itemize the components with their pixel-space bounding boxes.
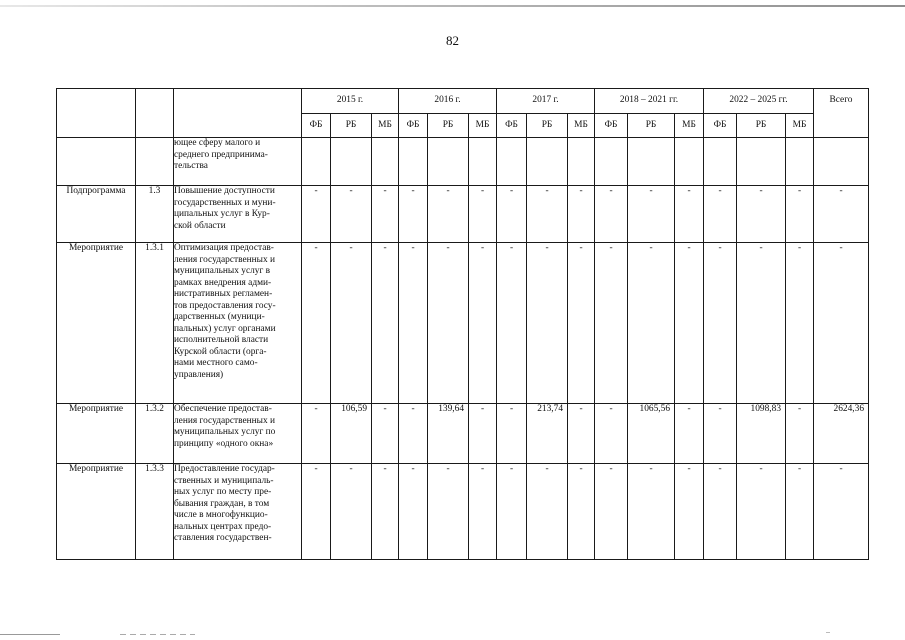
value-cell: -	[704, 186, 737, 243]
value-cell: -	[737, 186, 786, 243]
value-cell: 1065,56	[628, 404, 675, 464]
year-header: 2022 – 2025 гг.	[704, 89, 814, 114]
row-name-text: Оптимизация предостав- ления государственных и муниципальных услуг в рамках внедрения адми- нистративных регламен- тов предоставления госу- дарственных (муници- пальных) услуг органами исполнительной власти Курской области (орга- нами местного само- управления)	[174, 243, 276, 380]
value-cell: -	[331, 464, 372, 560]
mb-header: МБ	[786, 114, 814, 138]
value-cell: -	[302, 243, 331, 404]
fb-header: ФБ	[302, 114, 331, 138]
row-name-text: ющее сферу малого и среднего предпринима- тельства	[174, 138, 268, 171]
row-name	[174, 186, 302, 243]
value-cell	[675, 138, 704, 186]
year-header: 2015 г.	[302, 89, 399, 114]
value-cell: -	[675, 243, 704, 404]
value-cell	[527, 138, 568, 186]
table-body	[57, 138, 869, 560]
value-cell	[399, 138, 428, 186]
scan-edge-bottom-dashed	[120, 634, 195, 635]
fb-header: ФБ	[399, 114, 428, 138]
value-cell: 106,59	[331, 404, 372, 464]
table-row	[57, 243, 869, 404]
value-cell: 2624,36	[814, 404, 869, 464]
budget-table	[56, 88, 869, 560]
mb-header: МБ	[675, 114, 704, 138]
mb-header: МБ	[469, 114, 497, 138]
row-name-text: Обеспечение предостав- ления государственных и муниципальных услуг по принципу «одного окна»	[174, 404, 276, 449]
header-code-cell	[136, 89, 174, 138]
mb-header: МБ	[372, 114, 399, 138]
table-row	[57, 464, 869, 560]
value-cell: -	[704, 243, 737, 404]
header-name-cell	[174, 89, 302, 138]
header-kind-cell	[57, 89, 136, 138]
value-cell: -	[428, 186, 469, 243]
value-cell: -	[428, 243, 469, 404]
table-row	[57, 138, 869, 186]
value-cell: -	[628, 464, 675, 560]
value-cell: -	[527, 464, 568, 560]
value-cell: -	[814, 243, 869, 404]
value-cell: -	[595, 404, 628, 464]
row-kind: Мероприятие	[57, 243, 136, 404]
year-header: 2017 г.	[497, 89, 595, 114]
row-name	[174, 404, 302, 464]
value-cell: -	[786, 404, 814, 464]
value-cell: -	[399, 186, 428, 243]
year-header: 2018 – 2021 гг.	[595, 89, 704, 114]
value-cell	[595, 138, 628, 186]
value-cell: -	[399, 464, 428, 560]
value-cell: -	[568, 186, 595, 243]
value-cell	[302, 138, 331, 186]
page-number: 82	[446, 33, 459, 48]
row-kind: Подпрограмма	[57, 186, 136, 243]
value-cell	[786, 138, 814, 186]
value-cell: -	[469, 464, 497, 560]
rb-header: РБ	[527, 114, 568, 138]
row-kind	[57, 138, 136, 186]
year-header-row	[57, 89, 869, 114]
value-cell: -	[737, 243, 786, 404]
row-kind: Мероприятие	[57, 464, 136, 560]
rb-header: РБ	[428, 114, 469, 138]
value-cell: -	[704, 404, 737, 464]
value-cell: -	[331, 186, 372, 243]
rb-header: РБ	[737, 114, 786, 138]
value-cell: -	[527, 186, 568, 243]
value-cell	[469, 138, 497, 186]
total-header: Всего	[814, 89, 869, 138]
value-cell: -	[786, 464, 814, 560]
value-cell: -	[469, 404, 497, 464]
value-cell	[628, 138, 675, 186]
table-row	[57, 186, 869, 243]
value-cell: -	[428, 464, 469, 560]
value-cell	[428, 138, 469, 186]
fb-header: ФБ	[497, 114, 527, 138]
row-name	[174, 243, 302, 404]
value-cell: -	[628, 186, 675, 243]
row-code: 1.3	[136, 186, 174, 243]
value-cell: 139,64	[428, 404, 469, 464]
value-cell: -	[568, 243, 595, 404]
value-cell: -	[568, 404, 595, 464]
scan-edge-top	[0, 5, 905, 7]
row-kind: Мероприятие	[57, 404, 136, 464]
value-cell	[814, 138, 869, 186]
value-cell: -	[497, 464, 527, 560]
value-cell: -	[814, 464, 869, 560]
value-cell: -	[302, 464, 331, 560]
rb-header: РБ	[628, 114, 675, 138]
value-cell: -	[628, 243, 675, 404]
scan-speck	[826, 632, 830, 633]
mb-header: МБ	[568, 114, 595, 138]
row-code	[136, 138, 174, 186]
value-cell: -	[595, 186, 628, 243]
row-name	[174, 138, 302, 186]
value-cell: -	[372, 243, 399, 404]
value-cell: -	[399, 243, 428, 404]
value-cell: 1098,83	[737, 404, 786, 464]
value-cell: -	[595, 464, 628, 560]
value-cell	[568, 138, 595, 186]
row-code: 1.3.3	[136, 464, 174, 560]
row-name	[174, 464, 302, 560]
value-cell: -	[786, 186, 814, 243]
fb-header: ФБ	[595, 114, 628, 138]
value-cell	[737, 138, 786, 186]
value-cell: -	[737, 464, 786, 560]
value-cell: -	[372, 404, 399, 464]
value-cell: -	[595, 243, 628, 404]
value-cell: -	[302, 404, 331, 464]
value-cell	[331, 138, 372, 186]
year-header: 2016 г.	[399, 89, 497, 114]
value-cell: -	[469, 186, 497, 243]
row-code: 1.3.1	[136, 243, 174, 404]
value-cell	[497, 138, 527, 186]
value-cell: -	[675, 404, 704, 464]
value-cell: -	[786, 243, 814, 404]
value-cell: -	[497, 186, 527, 243]
value-cell: -	[675, 464, 704, 560]
value-cell: -	[814, 186, 869, 243]
row-code: 1.3.2	[136, 404, 174, 464]
value-cell	[372, 138, 399, 186]
scan-edge-bottom	[0, 634, 60, 635]
table-row	[57, 404, 869, 464]
value-cell: -	[568, 464, 595, 560]
value-cell	[704, 138, 737, 186]
row-name-text: Повышение доступности государственных и муни- ципальных услуг в Кур- ской области	[174, 186, 276, 231]
value-cell: -	[331, 243, 372, 404]
value-cell: -	[675, 186, 704, 243]
value-cell: 213,74	[527, 404, 568, 464]
value-cell: -	[527, 243, 568, 404]
value-cell: -	[399, 404, 428, 464]
value-cell: -	[469, 243, 497, 404]
fb-header: ФБ	[704, 114, 737, 138]
row-name-text: Предоставление государ- ственных и муниципаль- ных услуг по месту пре- бывания граждан, в том числе в многофункцио- нальных центрах предо- ставления государствен-	[174, 464, 275, 543]
value-cell: -	[372, 186, 399, 243]
value-cell: -	[302, 186, 331, 243]
value-cell: -	[704, 464, 737, 560]
value-cell: -	[497, 243, 527, 404]
rb-header: РБ	[331, 114, 372, 138]
value-cell: -	[497, 404, 527, 464]
value-cell: -	[372, 464, 399, 560]
